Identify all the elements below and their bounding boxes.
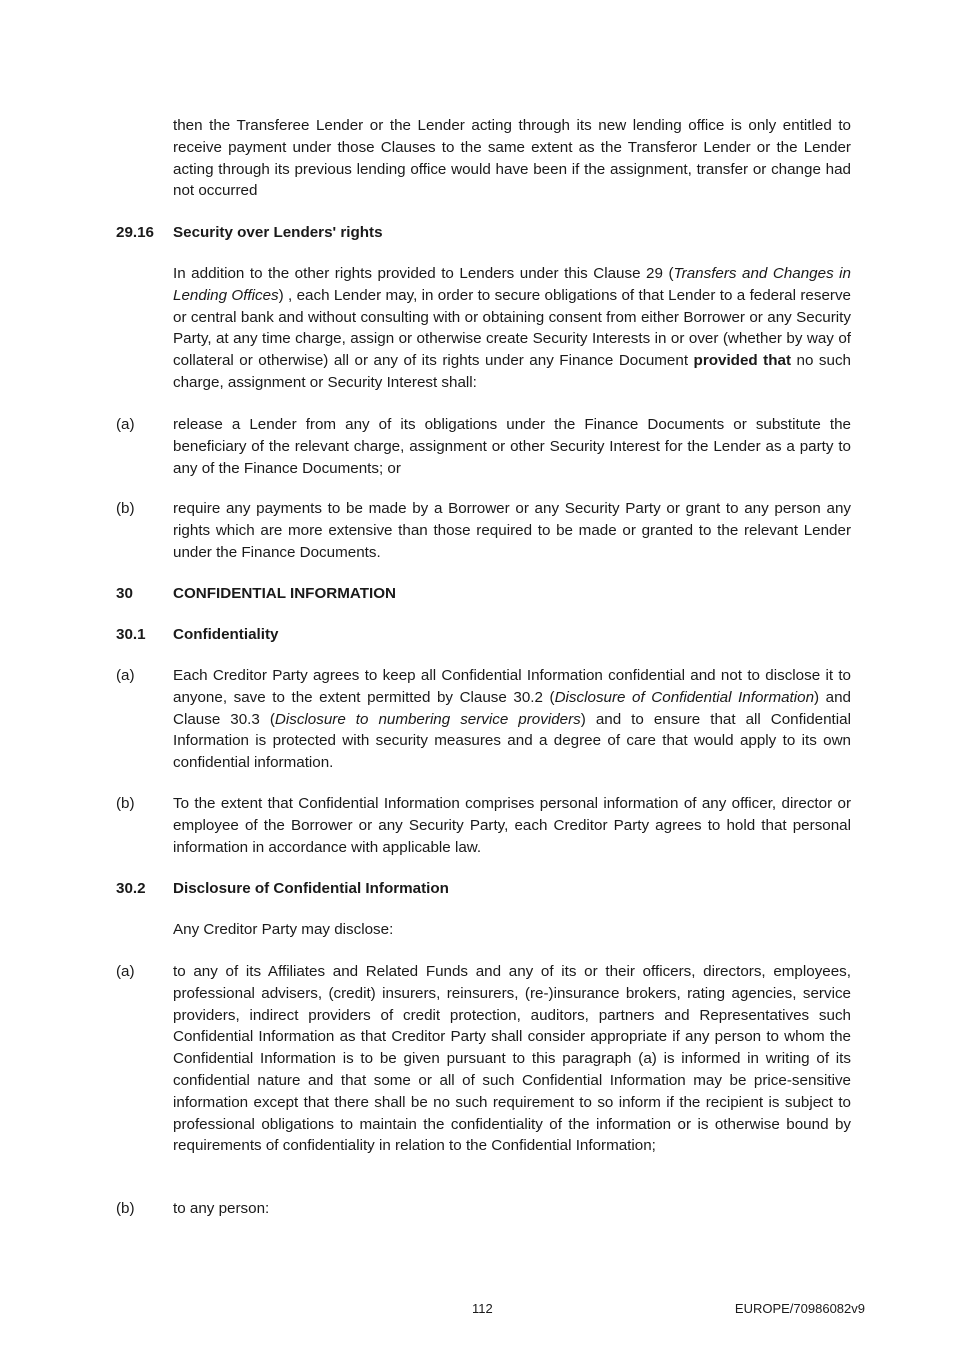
page-number: 112	[472, 1301, 493, 1316]
document-reference: EUROPE/70986082v9	[734, 1301, 865, 1316]
item-label: (a)	[116, 667, 135, 684]
clause-number-29-16: 29.16	[116, 224, 155, 241]
clause-number-30: 30	[116, 585, 133, 602]
continuation-paragraph: then the Transferee Lender or the Lender acting through its new lending office is only entitled to receive payment under those Clauses to the same extent as the Transferor Lender or the Lender acting through its previous lending office would have been if the assignment, transfer or change had not occurred	[173, 117, 851, 200]
item-label: (b)	[116, 795, 135, 812]
item-text: require any payments to be made by a Borrower or any Security Party or grant to any person any rights which are more extensive than those required to be made or granted to the relevant Lender under the Finance Documents.	[173, 500, 851, 561]
clause-number-30-1: 30.1	[116, 626, 146, 643]
clause-heading-30: CONFIDENTIAL INFORMATION	[173, 585, 397, 602]
clause-30-2-b-text: to any person:	[173, 1200, 270, 1217]
item-label: (b)	[116, 1200, 135, 1217]
clause-number-30-2: 30.2	[116, 880, 146, 897]
item-label: (b)	[116, 500, 135, 517]
clause-30-1-a-text: Each Creditor Party agrees to keep all Confidential Information confidential and not to disclose it to anyone, save to the extent permitted by Clause 30.2 (Disclosure of Confidential Information) and Clause 30.3 (Disclosure to numbering service providers) and to ensure that all Confidential Information is protected with security measures and a degree of care that would apply to its own confidential information.	[173, 667, 851, 772]
item-label: (a)	[116, 416, 135, 433]
clause-29-16-intro: In addition to the other rights provided to Lenders under this Clause 29 (Transfers and Changes in Lending Offices) , each Lender may, in order to secure obligations of that Lender to a federal reserve or central bank and without consulting with or obtaining consent from either Borrower or any Security Party, at any time charge, assign or otherwise create Security Interests in or over (whether by way of collateral or otherwise) all or any of its rights under any Finance Document provided that no such charge, assignment or Security Interest shall:	[173, 265, 852, 391]
clause-heading-30-2: Disclosure of Confidential Information	[173, 880, 449, 897]
clause-heading-30-1: Confidentiality	[173, 626, 279, 643]
item-text: release a Lender from any of its obligations under the Finance Documents or substitute the beneficiary of the relevant charge, assignment or other Security Interest for the Lender as a party to any of the Finance Documents; or	[173, 416, 851, 477]
clause-heading-29-16: Security over Lenders' rights	[173, 224, 383, 241]
clause-30-2-intro: Any Creditor Party may disclose:	[173, 921, 394, 938]
clause-30-1-b-text: To the extent that Confidential Information comprises personal information of any officer, director or employee of the Borrower or any Security Party, each Creditor Party agrees to hold that personal information in accordance with applicable law.	[173, 795, 851, 856]
item-label: (a)	[116, 963, 135, 980]
clause-30-2-a-text: to any of its Affiliates and Related Funds and any of its or their officers, directors, employees, professional advisers, (credit) insurers, reinsurers, (re-)insurance brokers, rating agencies, service providers, indirect providers of credit protection, auditors, partners and Representatives such Confidential Information as that Creditor Party shall consider appropriate if any person to whom the Confidential Information is to be given pursuant to this paragraph (a) is informed in writing of its confidential nature and that some or all of such Confidential Information may be price-sensitive information except that there shall be no such requirement to so inform if the recipient is subject to professional obligations to maintain the confidentiality of the information or is otherwise bound by requirements of confidentiality in relation to the Confidential Information;	[173, 963, 851, 1155]
